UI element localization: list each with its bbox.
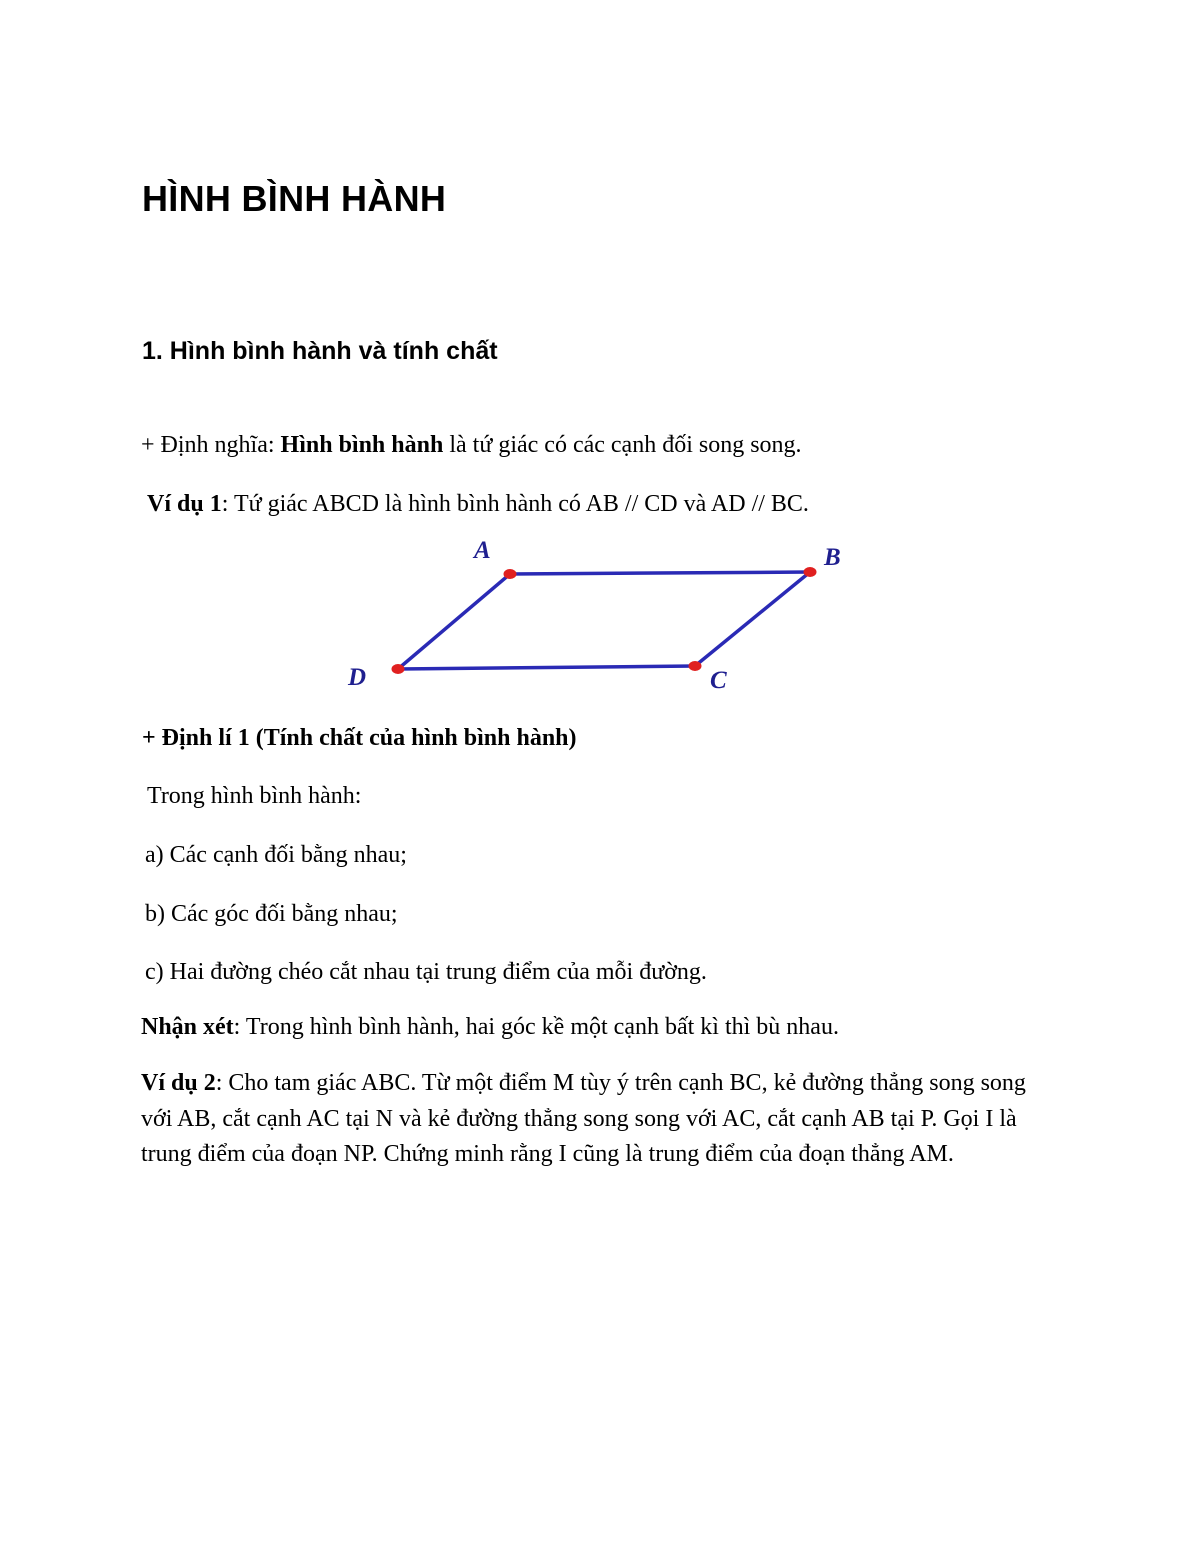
- definition-line: [141, 428, 802, 462]
- edge-cd: [398, 666, 695, 669]
- theorem-1-heading: + Định lí 1 (Tính chất của hình bình hành): [142, 725, 577, 751]
- edge-ab: [510, 572, 810, 574]
- vertex-point-d: [392, 664, 405, 674]
- edge-bc: [695, 572, 810, 666]
- remark-text: : Trong hình bình hành, hai góc kề một cạnh bất kì thì bù nhau.: [233, 1014, 839, 1040]
- vertex-label-a: A: [474, 537, 491, 564]
- vertex-label-d: D: [348, 664, 367, 691]
- vertex-label-b: B: [824, 544, 841, 571]
- example-2-paragraph: [141, 1066, 1061, 1173]
- vertex-point-a: [504, 569, 517, 579]
- vertex-point-b: [804, 567, 817, 577]
- page-title: HÌNH BÌNH HÀNH: [142, 178, 447, 219]
- remark-line: [141, 1010, 839, 1044]
- remark-label: Nhận xét: [141, 1014, 234, 1040]
- definition-text: là tứ giác có các cạnh đối song song.: [443, 432, 802, 458]
- definition-prefix: + Định nghĩa:: [141, 432, 281, 458]
- edge-da: [398, 574, 510, 669]
- theorem-item-b: b) Các góc đối bằng nhau;: [145, 901, 398, 927]
- section-heading: 1. Hình bình hành và tính chất: [142, 337, 498, 365]
- theorem-item-a: a) Các cạnh đối bằng nhau;: [145, 842, 407, 868]
- definition-term: Hình bình hành: [280, 432, 444, 458]
- parallelogram-edges: [398, 572, 810, 669]
- example-1-text: : Tứ giác ABCD là hình bình hành có AB // CD và AD // BC.: [221, 491, 809, 517]
- example-1-line: [147, 487, 809, 521]
- example-1-label: Ví dụ 1: [147, 491, 222, 517]
- theorem-item-c: c) Hai đường chéo cắt nhau tại trung điểm của mỗi đường.: [145, 959, 707, 985]
- parallelogram-figure: [330, 530, 870, 700]
- example-2-text: : Cho tam giác ABC. Từ một điểm M tùy ý trên cạnh BC, kẻ đường thẳng song song với AB, cắt cạnh AC tại N và kẻ đường thẳng song song với AC, cắt cạnh AB tại P. Gọi I là trung điểm của đoạn NP. Chứng minh rằng I cũng là trung điểm của đoạn thẳng AM.: [141, 1070, 1026, 1167]
- example-2-label: Ví dụ 2: [141, 1070, 216, 1096]
- vertex-point-c: [689, 661, 702, 671]
- vertex-label-c: C: [710, 667, 727, 694]
- theorem-1-intro: Trong hình bình hành:: [147, 783, 362, 809]
